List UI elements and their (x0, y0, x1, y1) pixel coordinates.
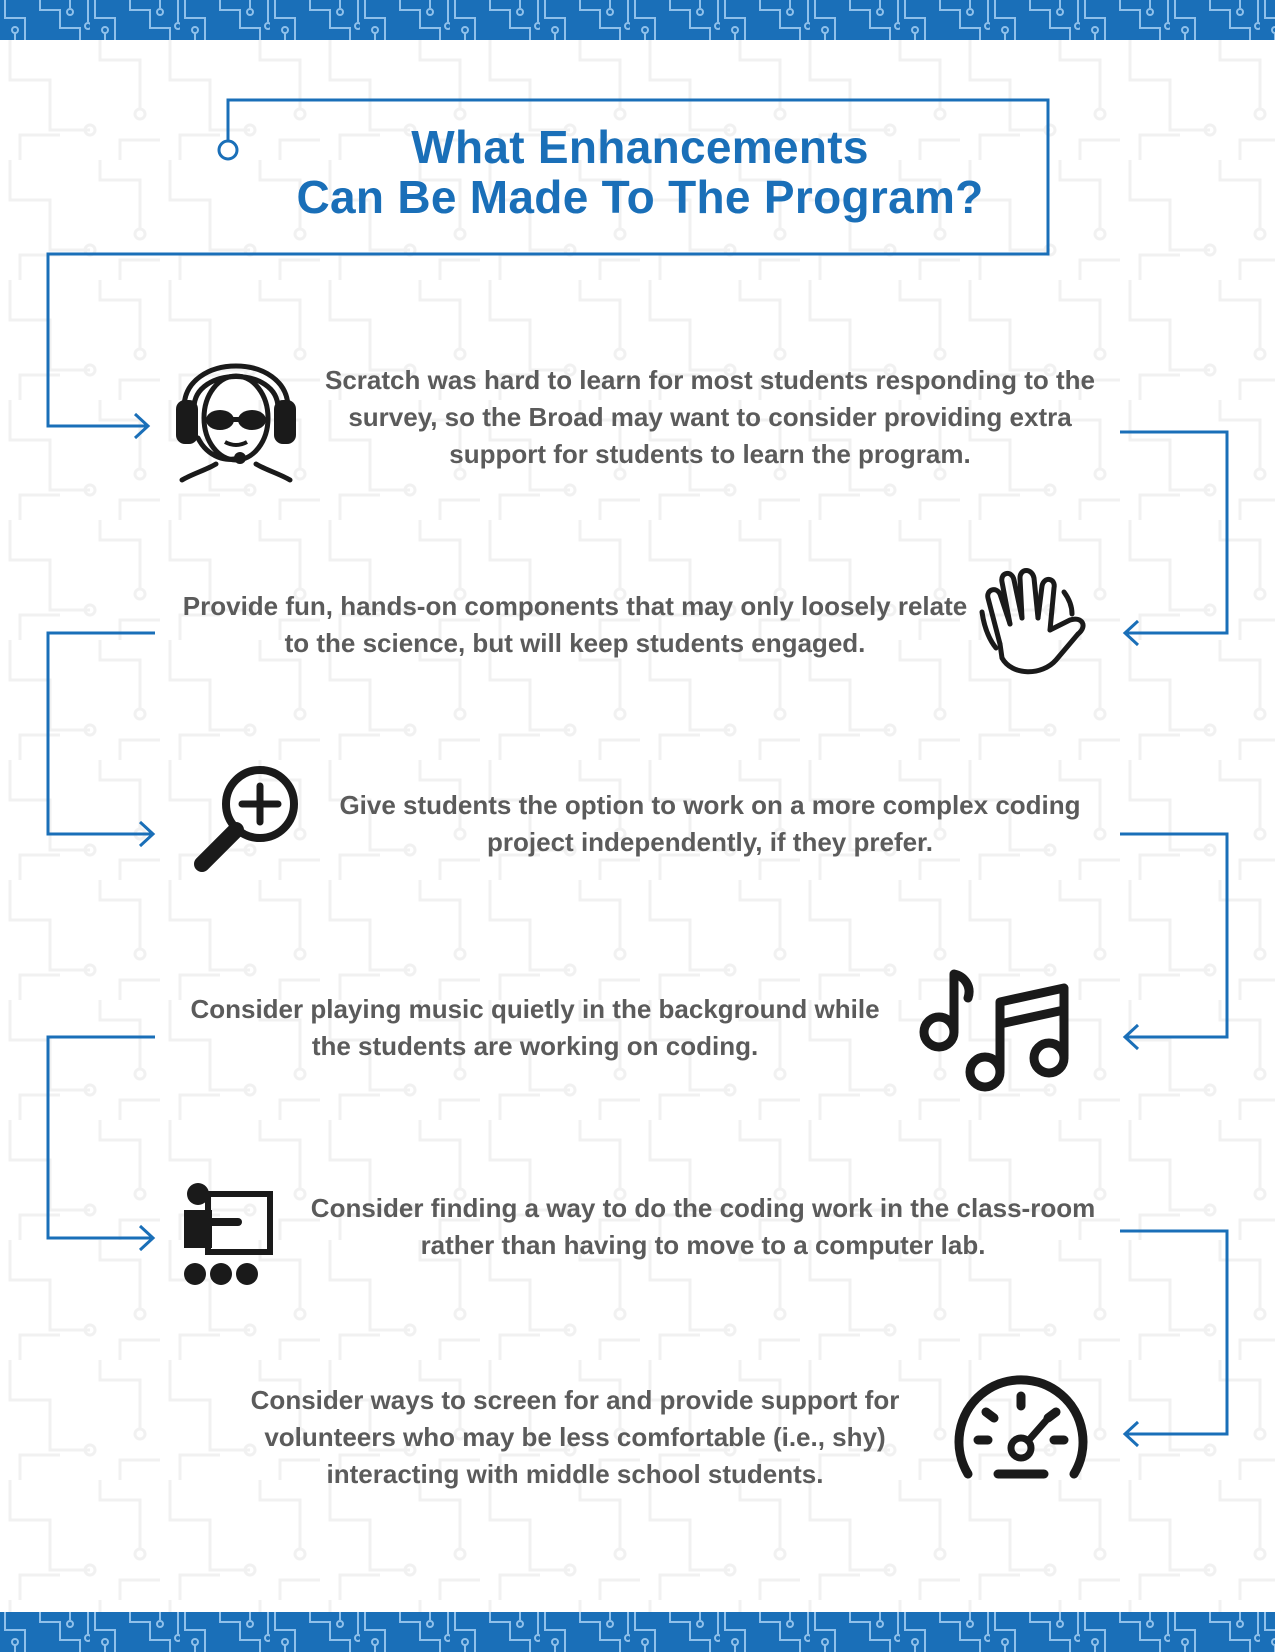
headset-person-icon (176, 346, 296, 484)
circuit-pattern-bottom (0, 1612, 1275, 1652)
circuit-pattern-top (0, 0, 1275, 40)
tip-4-text: Consider playing music quietly in the background while the students are working on coding. (190, 994, 880, 1061)
circuit-band-bottom (0, 1612, 1275, 1652)
tip-5-text: Consider finding a way to do the coding work in the class-room rather than having to move to a computer lab. (310, 1193, 1096, 1260)
speedometer-gauge-icon (952, 1374, 1090, 1482)
classroom-presenter-icon (182, 1182, 274, 1286)
music-notes-icon (918, 966, 1074, 1094)
tip-2-text: Provide fun, hands-on components that may only loosely relate to the science, but will keep students engaged. (182, 591, 968, 658)
title-line-1: What Enhancements (411, 121, 869, 173)
waving-hand-icon (978, 568, 1096, 678)
title-line-2: Can Be Made To The Program? (296, 171, 984, 223)
tip-3-text: Give students the option to work on a more complex coding project independently, if they prefer. (339, 790, 1081, 857)
circuit-band-top (0, 0, 1275, 40)
tip-6-text: Consider ways to screen for and provide support for volunteers who may be less comfortable (i.e., shy) interacting with middle school students. (250, 1385, 900, 1489)
page-title (250, 122, 1030, 222)
tip-1-text: Scratch was hard to learn for most students responding to the survey, so the Broad may want to consider providing extra support for students to learn the program. (325, 365, 1095, 469)
zoom-in-magnifier-icon (192, 762, 304, 874)
